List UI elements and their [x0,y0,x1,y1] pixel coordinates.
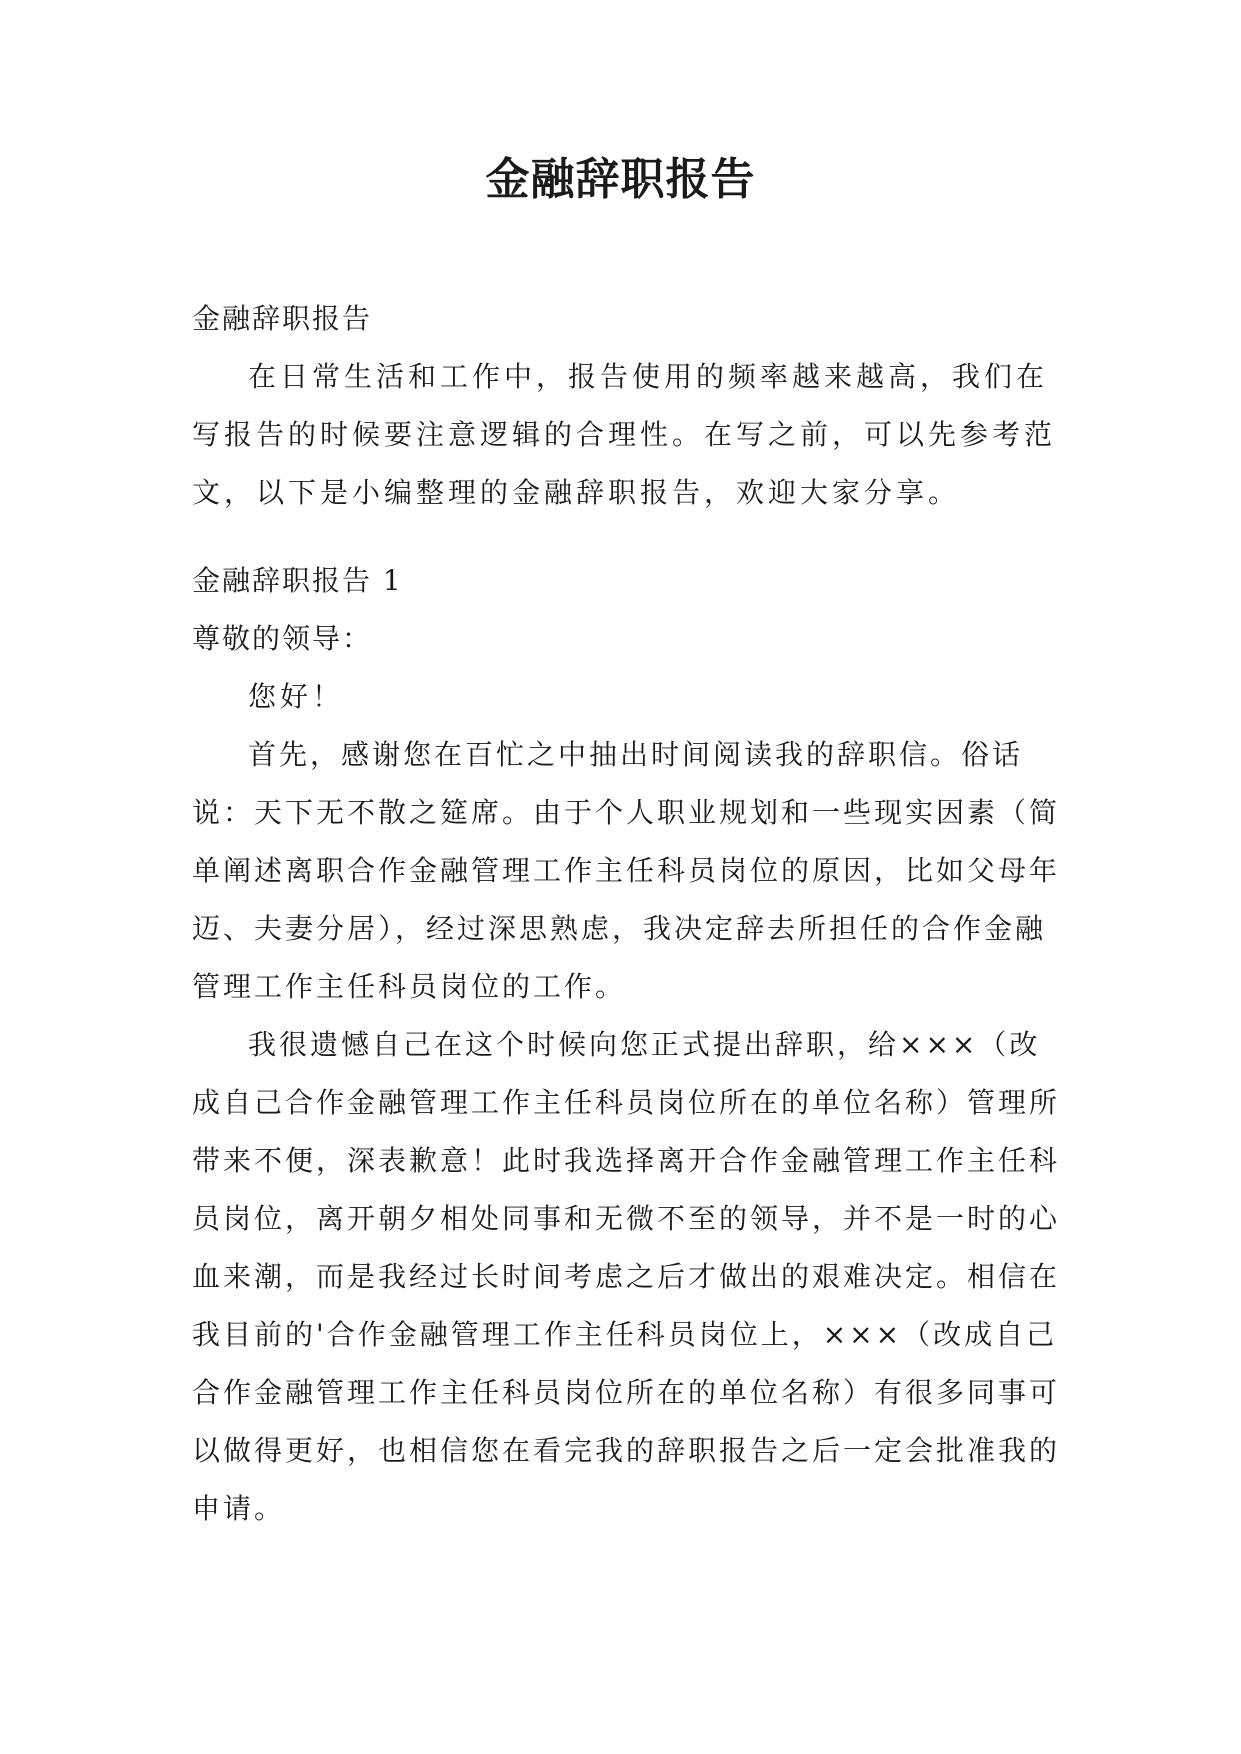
document-subtitle: 金融辞职报告 [192,302,373,335]
greeting: 您好！ [248,680,345,713]
section-heading: 金融辞职报告 1 [192,564,403,597]
letter-paragraph-1: 首先，感谢您在百忙之中抽出时间阅读我的辞职信。俗话说：天下无不散之筵席。由于个人职业规划和一些现实因素（简单阐述离职合作金融管理工作主任科员岗位的原因，比如父母年迈、夫妻分居），经过深思熟虑，我决定辞去所担任的合作金融管理工作主任科员岗位的工作。 [192,738,1061,1003]
document-title: 金融辞职报告 [485,154,756,205]
document-body [192,290,1060,1538]
spacer [192,522,1060,552]
salutation: 尊敬的领导： [192,622,373,655]
intro-paragraph: 在日常生活和工作中，报告使用的频率越来越高，我们在写报告的时候要注意逻辑的合理性。在写之前，可以先参考范文，以下是小编整理的金融辞职报告，欢迎大家分享。 [192,360,1057,509]
letter-paragraph-2: 我很遗憾自己在这个时候向您正式提出辞职，给×××（改成自己合作金融管理工作主任科员岗位所在的单位名称）管理所带来不便，深表歉意！此时我选择离开合作金融管理工作主任科员岗位，离开朝夕相处同事和无微不至的领导，并不是一时的心血来潮，而是我经过长时间考虑之后才做出的艰难决定。相信在我目前的'合作金融管理工作主任科员岗位上，×××（改成自己合作金融管理工作主任科员岗位所在的单位名称）有很多同事可以做得更好，也相信您在看完我的辞职报告之后一定会批准我的申请。 [192,1028,1061,1525]
